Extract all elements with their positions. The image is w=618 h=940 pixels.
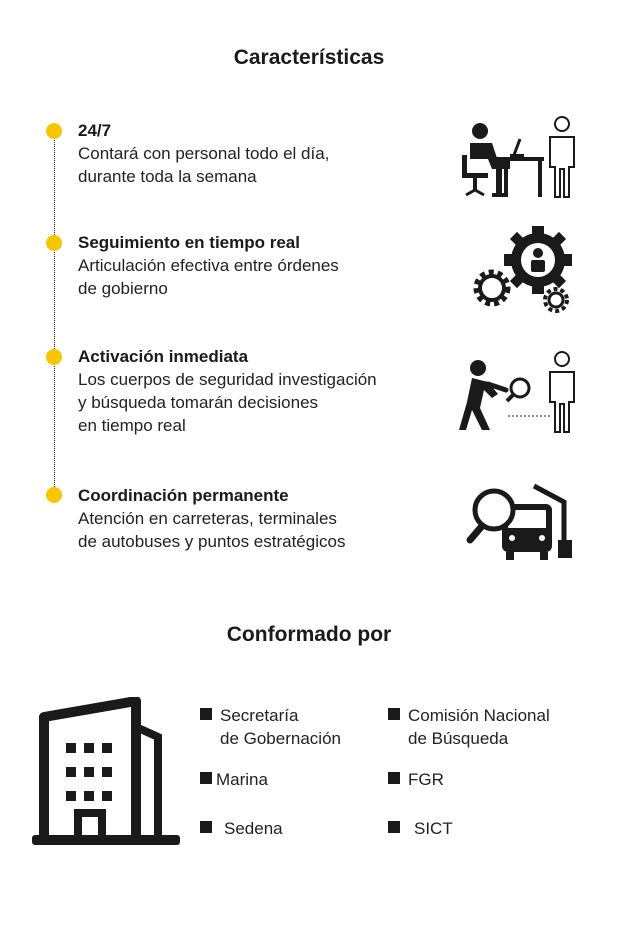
caracteristicas-title: Características <box>233 46 385 69</box>
conformado-title: Conformado por <box>226 623 392 646</box>
member-name: SICT <box>414 819 453 838</box>
bullet-square-icon <box>388 772 400 784</box>
investigator-icon <box>458 350 582 440</box>
bullet-square-icon <box>388 821 400 833</box>
member-item <box>388 768 444 791</box>
feature-text: de autobuses y puntos estratégicos <box>78 532 346 551</box>
member-name: de Búsqueda <box>408 729 509 748</box>
building-icon <box>32 697 180 847</box>
feature-text: Contará con personal todo el día, <box>78 144 330 163</box>
feature-title: Seguimiento en tiempo real <box>78 233 300 252</box>
member-name: Comisión Nacional <box>408 706 550 725</box>
office-worker-icon <box>458 115 582 201</box>
feature-title: Coordinación permanente <box>78 486 289 505</box>
member-item <box>388 704 550 750</box>
feature-item <box>78 232 448 300</box>
bullet-square-icon <box>388 708 400 720</box>
timeline-dot <box>46 487 62 503</box>
member-name: Sedena <box>224 819 283 838</box>
feature-text: de gobierno <box>78 279 168 298</box>
gears-person-icon <box>468 222 578 316</box>
member-item <box>200 817 283 840</box>
bus-search-icon <box>466 480 576 562</box>
feature-title: 24/7 <box>78 121 112 140</box>
timeline-dot <box>46 349 62 365</box>
feature-text: Atención en carreteras, terminales <box>78 509 337 528</box>
feature-text: Articulación efectiva entre órdenes <box>78 256 339 275</box>
timeline-dot <box>46 123 62 139</box>
feature-text: en tiempo real <box>78 416 186 435</box>
feature-title: Activación inmediata <box>78 347 249 366</box>
member-name: Secretaría <box>220 706 299 725</box>
bullet-square-icon <box>200 772 212 784</box>
member-item <box>388 817 453 840</box>
member-name: FGR <box>408 770 444 789</box>
feature-text: Los cuerpos de seguridad investigación <box>78 370 377 389</box>
member-item <box>200 768 268 791</box>
bullet-square-icon <box>200 708 212 720</box>
feature-item <box>78 120 448 188</box>
feature-text: y búsqueda tomarán decisiones <box>78 393 319 412</box>
timeline-dot <box>46 235 62 251</box>
timeline-line <box>54 131 55 495</box>
member-item <box>200 704 341 750</box>
feature-text: durante toda la semana <box>78 167 257 186</box>
bullet-square-icon <box>200 821 212 833</box>
member-name: de Gobernación <box>220 729 341 748</box>
feature-item <box>78 346 448 437</box>
member-name: Marina <box>216 770 268 789</box>
feature-item <box>78 485 448 553</box>
